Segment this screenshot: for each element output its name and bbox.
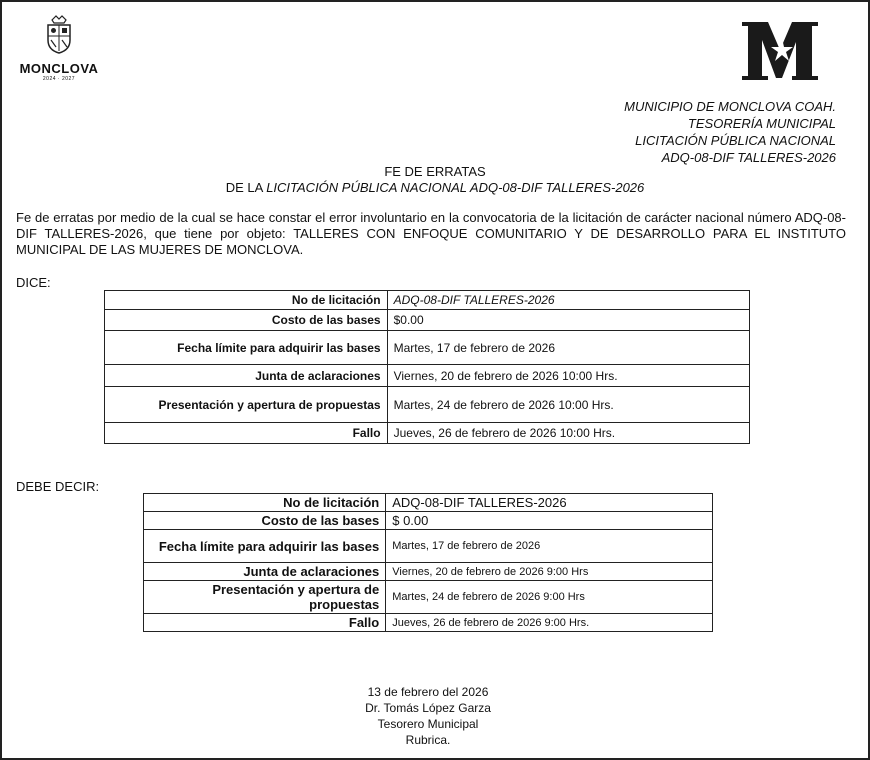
signature-role: Tesorero Municipal <box>377 717 479 731</box>
row-value: ADQ-08-DIF TALLERES-2026 <box>387 291 749 310</box>
coat-of-arms-icon <box>44 14 74 54</box>
logo-wordmark: MONCLOVA <box>19 61 99 76</box>
table-row <box>105 365 750 387</box>
table-row <box>105 423 750 444</box>
row-value: ADQ-08-DIF TALLERES-2026 <box>386 494 713 512</box>
row-value: $ 0.00 <box>386 512 713 530</box>
table-row <box>105 331 750 365</box>
monclova-logo <box>14 14 104 84</box>
row-key: Presentación y apertura de propuestas <box>144 581 386 614</box>
table-row <box>144 530 713 563</box>
table-row <box>144 614 713 632</box>
row-value: Martes, 17 de febrero de 2026 <box>386 530 713 563</box>
logo-tagline: 2024 · 2027 <box>42 76 76 82</box>
row-key: Costo de las bases <box>144 512 386 530</box>
row-key: Fallo <box>144 614 386 632</box>
intro-paragraph: Fe de erratas por medio de la cual se hace constar el error involuntario en la convocatoria de la licitación de carácter nacional número ADQ-08-DIF TALLERES-2026, que tiene por objeto: TALLERES CON ENFOQUE COMUNITARIO Y DE DESARROLLO PARA EL INSTITUTO MUNICIPAL DE LAS MUJERES DE MONCLOVA. <box>16 210 846 257</box>
row-value: Viernes, 20 de febrero de 2026 10:00 Hrs. <box>387 365 749 387</box>
row-value: Martes, 17 de febrero de 2026 <box>387 331 749 365</box>
table-row <box>144 494 713 512</box>
signature-block <box>2 684 854 748</box>
header-line-municipio: MUNICIPIO DE MONCLOVA COAH. <box>624 99 836 114</box>
table-row <box>144 581 713 614</box>
m-star-logo-icon <box>738 20 822 82</box>
row-key: Fecha límite para adquirir las bases <box>105 331 388 365</box>
row-key: Junta de aclaraciones <box>144 563 386 581</box>
row-key: No de licitación <box>144 494 386 512</box>
signature-date: 13 de febrero del 2026 <box>367 685 489 699</box>
signature-name: Dr. Tomás López Garza <box>365 701 491 715</box>
title-prefix: DE LA <box>225 180 267 195</box>
dice-label: DICE: <box>16 275 51 290</box>
row-key: No de licitación <box>105 291 388 310</box>
row-value: $0.00 <box>387 310 749 331</box>
row-key: Costo de las bases <box>105 310 388 331</box>
row-value: Jueves, 26 de febrero de 2026 10:00 Hrs. <box>387 423 749 444</box>
table-row <box>144 563 713 581</box>
header-line-licitacion: LICITACIÓN PÚBLICA NACIONAL <box>635 133 836 148</box>
dice-table <box>104 290 750 444</box>
row-value: Viernes, 20 de febrero de 2026 9:00 Hrs <box>386 563 713 581</box>
header-line-numero: ADQ-08-DIF TALLERES-2026 <box>661 150 836 165</box>
header-line-tesoreria: TESORERÍA MUNICIPAL <box>687 116 836 131</box>
table-row <box>105 291 750 310</box>
title-line-2 <box>226 180 645 195</box>
title-line-1: FE DE ERRATAS <box>384 164 486 179</box>
document-title <box>2 164 868 196</box>
row-key: Fallo <box>105 423 388 444</box>
debe-decir-label: DEBE DECIR: <box>16 479 100 494</box>
table-row <box>144 512 713 530</box>
row-value: Martes, 24 de febrero de 2026 10:00 Hrs. <box>387 387 749 423</box>
table-row <box>105 387 750 423</box>
row-key: Fecha límite para adquirir las bases <box>144 530 386 563</box>
signature-note: Rubrica. <box>405 733 451 747</box>
row-value: Jueves, 26 de febrero de 2026 9:00 Hrs. <box>386 614 713 632</box>
row-key: Junta de aclaraciones <box>105 365 388 387</box>
title-italic: LICITACIÓN PÚBLICA NACIONAL ADQ-08-DIF TALLERES-2026 <box>266 180 645 195</box>
table-row <box>105 310 750 331</box>
debe-decir-table <box>143 493 713 632</box>
row-value: Martes, 24 de febrero de 2026 9:00 Hrs <box>386 581 713 614</box>
row-key: Presentación y apertura de propuestas <box>105 387 388 423</box>
document-header <box>624 98 836 166</box>
